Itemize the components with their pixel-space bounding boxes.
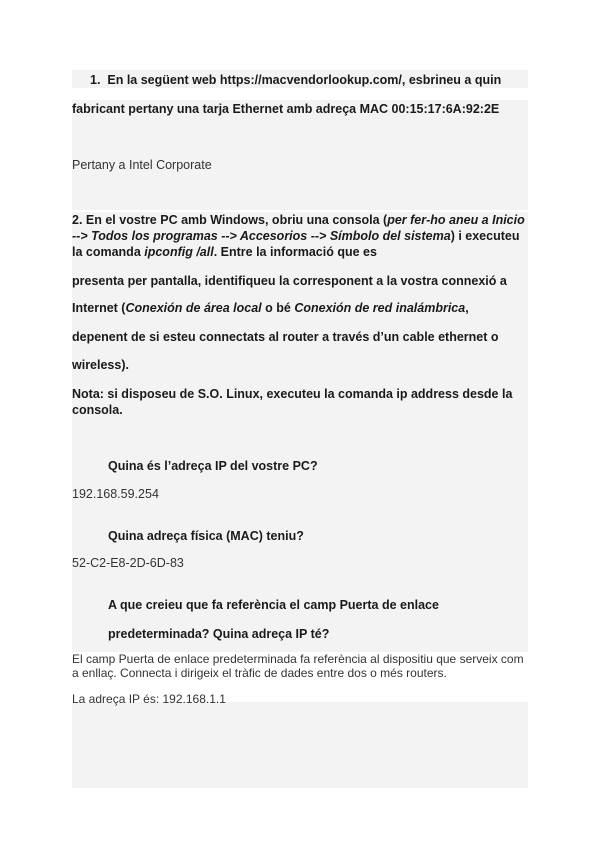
q2-line6: depenent de si esteu connectats al router a través d’un cable ethernet o (72, 330, 499, 344)
sub3-answer1: El camp Puerta de enlace predeterminada fa referència al dispositiu que serveix com a enllaç. Connecta i dirigeix el tràfic de dades entre dos o més routers. (72, 652, 524, 680)
sub2-answer: 52-C2-E8-2D-6D-83 (72, 556, 184, 570)
q2-line5-italic1: Conexión de área local (125, 301, 262, 315)
sub1-answer: 192.168.59.254 (72, 487, 159, 501)
q2-intro-italic-command: ipconfig /all (144, 245, 214, 259)
q2-intro (72, 212, 528, 260)
sub3-question-line2: predeterminada? Quina adreça IP té? (108, 627, 330, 641)
q2-line5-a: Internet ( (72, 301, 126, 315)
q2-line7: wireless). (72, 358, 129, 372)
q1-line1 (90, 72, 528, 88)
q2-intro-part2: ) i executeu la comanda (72, 229, 520, 259)
q1-line2: fabricant pertany una tarja Ethernet amb adreça MAC 00:15:17:6A:92:2E (72, 102, 500, 116)
q2-intro-part1: 2. En el vostre PC amb Windows, obriu una consola ( (72, 213, 388, 227)
q2-intro-part3: . Entre la informació que es (213, 245, 377, 259)
q2-nota: Nota: si disposeu de S.O. Linux, executeu la comanda ip address desde la consola. (72, 387, 513, 417)
sub2-question: Quina adreça física (MAC) teniu? (108, 529, 304, 543)
q2-line5-c: , (465, 301, 469, 315)
q2-line5 (72, 300, 528, 316)
sub1-question: Quina és l’adreça IP del vostre PC? (108, 459, 318, 473)
shade-block-bottom (72, 702, 528, 788)
sub3-question-line1: A que creieu que fa referència el camp Puerta de enlace (108, 598, 439, 612)
q1-answer: Pertany a Intel Corporate (72, 158, 212, 172)
q2-intro-italic-path: per fer-ho aneu a Inicio --> Todos los programas --> Accesorios --> Símbolo del sistema (72, 213, 525, 243)
q2-line4: presenta per pantalla, identifiqueu la corresponent a la vostra connexió a (72, 274, 507, 288)
sub3-answer2: La adreça IP és: 192.168.1.1 (72, 692, 226, 706)
q2-line5-italic2: Conexión de red inalámbrica (294, 301, 466, 315)
q2-line5-b: o bé (261, 301, 295, 315)
q1-text-line1: En la següent web https://macvendorlookup.com/, esbrineu a quin (107, 73, 502, 87)
q1-number: 1. (90, 73, 101, 87)
